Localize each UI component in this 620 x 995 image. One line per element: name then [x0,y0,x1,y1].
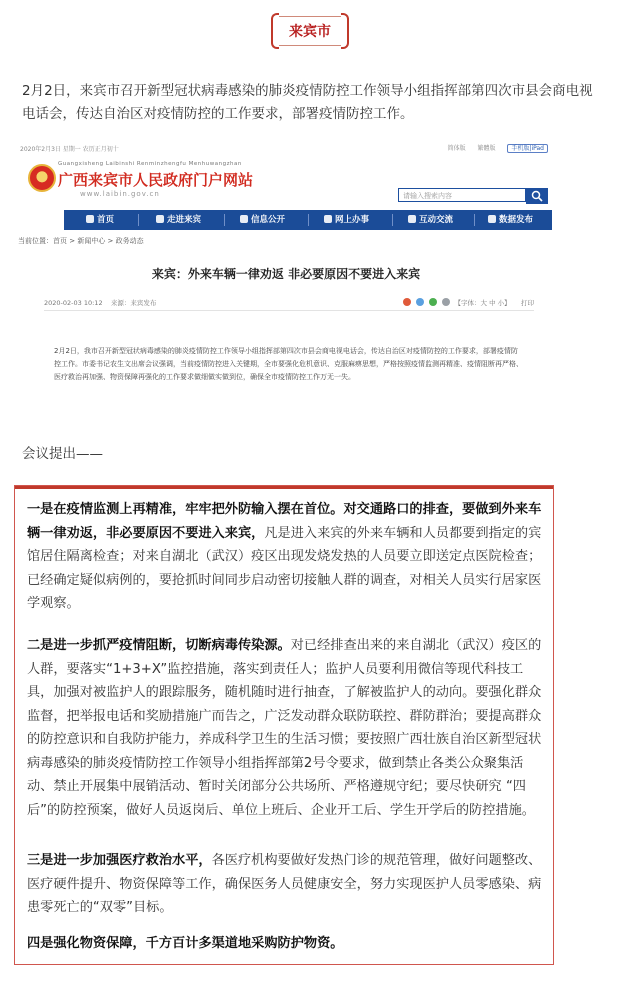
search-icon [531,190,543,202]
link-mobile[interactable]: 手机版|iPad [507,144,548,153]
breadcrumb: 当前位置：首页 > 新闻中心 > 政务动态 [18,237,144,245]
chat-icon [408,215,416,223]
site-pinyin: Guangxisheng Laibinshi Renminzhengfu Menhuwangzhan [58,161,242,167]
article-title: 来宾：外来车辆一律劝返 非必要原因不要进入来宾 [151,267,421,281]
share-more-icon[interactable] [442,298,450,306]
point-one-body: 凡是进入来宾的外来车辆和人员都要到指定的宾馆居住隔离检查；对来自湖北（武汉）疫区出现发烧发热的人员要立即送定点医院检查；已经确定疑似病例的，要抢抓时间同步启动密切接触人群的调查，对相关人员实行居家医学观察。 [27,525,542,611]
link-simplified[interactable]: 简体版 [447,145,466,152]
nav-divider [224,214,225,226]
nav-divider [474,214,475,226]
city-tag: 来宾市 [279,16,341,46]
nav-divider [392,214,393,226]
share-weibo-icon[interactable] [403,298,411,306]
nav-services-label: 网上办事 [335,215,370,225]
key-points-box [14,485,554,965]
article-source: 来源：来宾发布 [110,299,157,307]
website-topbar [18,140,554,154]
nav-divider [138,214,139,226]
website-header [18,154,554,208]
site-title[interactable]: 广西来宾市人民政府门户网站 [58,171,254,189]
print-link[interactable]: 打印 [521,299,534,307]
point-one-lead: 一是在疫情监测上再精准，牢牢把外防输入摆在首位。对交通路口的排查，要做到外来车辆一律劝返，非必要原因不要进入来宾， [27,502,542,541]
intro-paragraph: 2月2日，来宾市召开新型冠状病毒感染的肺炎疫情防控工作领导小组指挥部第四次市县会商电视电话会，传达自治区对疫情防控的工作要求，部署疫情防控工作。 [22,83,593,122]
share-wechat-icon[interactable] [429,298,437,306]
nav-home[interactable] [86,210,114,230]
nav-services[interactable] [324,210,369,230]
chart-icon [488,215,496,223]
search-input[interactable]: 请输入搜索内容 [398,188,526,202]
point-four [27,932,543,956]
nav-about-label: 走进来宾 [167,215,202,225]
search-button[interactable] [526,188,548,204]
point-four-lead: 四是强化物资保障，千方百计多渠道地采购防护物资。 [27,936,344,951]
info-icon [240,215,248,223]
nav-home-label: 首页 [97,215,115,225]
point-one [27,498,543,616]
nav-info[interactable] [240,210,285,230]
home-icon [86,215,94,223]
national-emblem-icon [28,164,56,192]
nav-interact[interactable] [408,210,453,230]
nav-interact-label: 互动交流 [419,215,454,225]
article-body: 2月2日，我市召开新型冠状病毒感染的肺炎疫情防控工作领导小组指挥部第四次市县会商电视电话会，传达自治区对疫情防控的工作要求，部署疫情防控工作。市委书记农生文出席会议强调，当前疫情防控进入关键期，全市要强化危机意识、克服麻痹思想，严格按照疫情监测再精准、疫情阻断再严格、医疗救治再加强、物资保障再强化的工作要求做细做实做到位，确保全市疫情防控工作万无一失。 [54,347,523,381]
top-links [438,143,548,152]
point-three-lead: 三是进一步加强医疗救治水平， [27,853,212,868]
font-size-switch[interactable]: 【字体：大 中 小】 [454,299,511,307]
meta-divider [44,310,534,311]
nav-data[interactable] [488,210,533,230]
point-two-body: 对已经排查出来的来自湖北（武汉）疫区的人群，要落实“1+3+X”监控措施，落实到责任人；监护人员要利用微信等现代科技工具，加强对被监护人的跟踪服务，随机随时进行抽查，了解被监护人的动向。要强化群众监督，把举报电话和奖励措施广而告之，广泛发动群众联防联控、群防群治；要提高群众的防控意识和自我防护能力，养成科学卫生的生活习惯；要按照广西壮族自治区新型冠状病毒感染的肺炎疫情防控工作领导小组指挥部第2号令要求，做到禁止各类公众聚集活动、禁止开展集中展销活动、暂时关闭部分公共场所、严格遵规守纪；要尽快研究 “四后”的防控预案，做好人员返岗后、单位上班后、企业开工后、学生开学后的防控措施。 [27,638,542,818]
share-qq-icon[interactable] [416,298,424,306]
main-nav [64,210,552,230]
embedded-website-screenshot [18,140,554,410]
nav-divider [308,214,309,226]
site-url: www.laibin.gov.cn [80,190,160,198]
article-date: 2020-02-03 10:12 [44,299,103,307]
nav-info-label: 信息公开 [251,215,286,225]
point-three [27,849,543,920]
nav-about[interactable] [156,210,201,230]
link-traditional[interactable]: 繁體版 [477,145,496,152]
meta-right [400,298,534,307]
date-line: 2020年2月3日 星期一 农历正月初十 [20,146,119,153]
point-three-body: 各医疗机构要做好发热门诊的规范管理，做好问题整改、医疗硬件提升、物资保障等工作，确保医务人员健康安全，努力实现医护人员零感染、病患零死亡的“双零”目标。 [27,853,542,915]
city-icon [156,215,164,223]
city-tag-wrap [0,16,620,46]
point-two-lead: 二是进一步抓严疫情阻断，切断病毒传染源。 [27,638,291,653]
point-two [27,634,543,822]
nav-data-label: 数据发布 [499,215,534,225]
proposal-heading: 会议提出—— [22,446,103,462]
computer-icon [324,215,332,223]
article-meta [44,298,534,307]
